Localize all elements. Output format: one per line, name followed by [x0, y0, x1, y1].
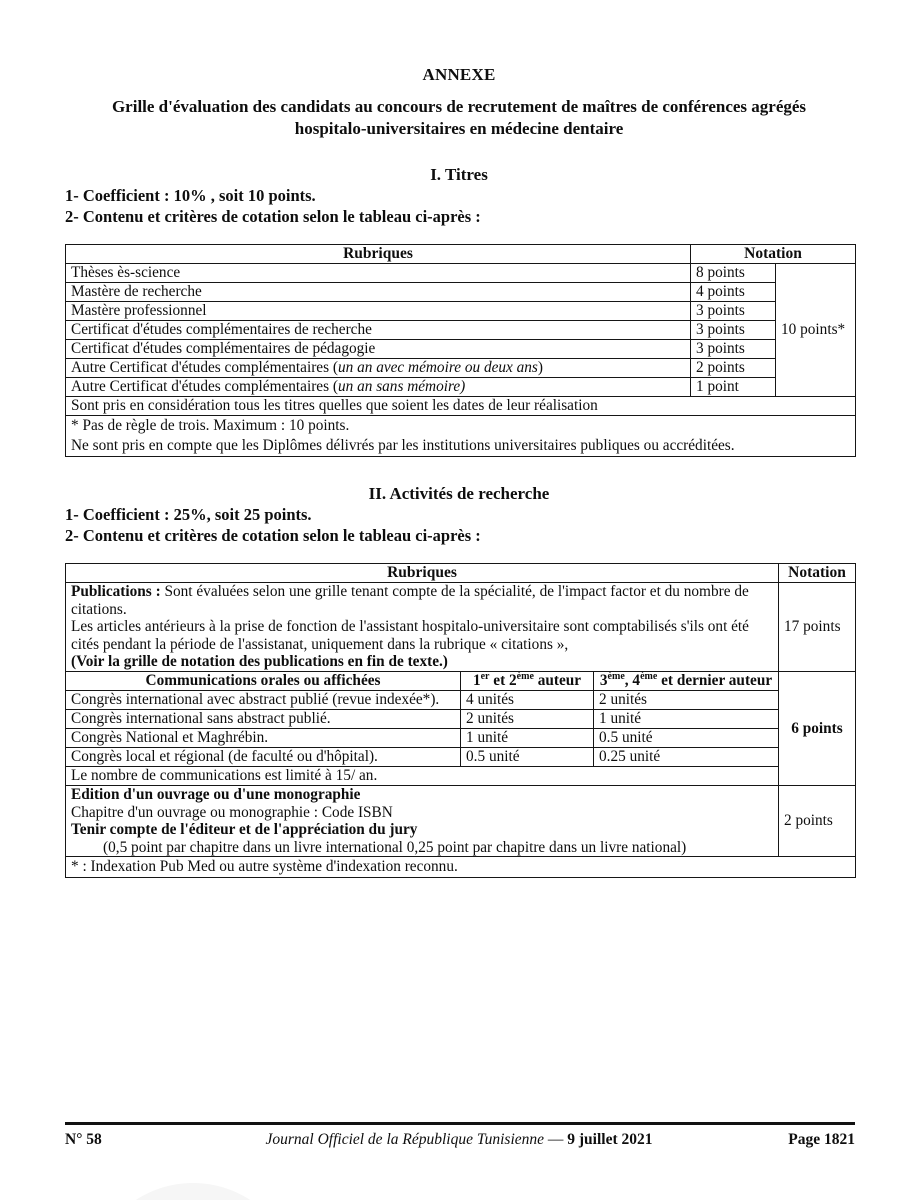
- edition-row: [66, 786, 856, 857]
- footer-page-number: Page 1821: [788, 1131, 855, 1148]
- publications-lead: Publications :: [71, 583, 165, 601]
- section-ii-content-line: 2- Contenu et critères de cotation selon le tableau ci-après :: [65, 526, 481, 545]
- titles-table-header-row: [66, 245, 856, 264]
- table-row: [66, 340, 856, 359]
- unit-cell: 0.5 unité: [594, 729, 779, 748]
- points-cell: 3 points: [691, 321, 776, 340]
- footnote-line2: Ne sont pris en compte que les Diplômes délivrés par les institutions universitaires publiques ou accréditées.: [71, 437, 735, 454]
- notation-header: Notation: [691, 245, 856, 264]
- section-ii-coefficient-line: 1- Coefficient : 25%, soit 25 points.: [65, 505, 312, 524]
- document-title-line2: hospitalo-universitaires en médecine dentaire: [294, 118, 624, 138]
- rubrique-cell: [66, 359, 691, 378]
- rubrique-cell: Mastère de recherche: [66, 283, 691, 302]
- table-row: [66, 321, 856, 340]
- footer-dash: —: [547, 1131, 564, 1148]
- table-row: [66, 378, 856, 397]
- author-col-1-header: 1er et 2ème auteur: [461, 672, 594, 691]
- author-col-2-header: 3ème, 4ème et dernier auteur: [594, 672, 779, 691]
- unit-cell: 2 unités: [461, 710, 594, 729]
- publications-paragraph-3: (Voir la grille de notation des publications en fin de texte.): [71, 653, 448, 671]
- rubrique-text: Autre Certificat d'études complémentaires (: [71, 378, 338, 395]
- publications-body: Sont évaluées selon une grille tenant compte de la spécialité, de l'impact factor et du nombre de citations.: [71, 583, 749, 618]
- note-cell: Sont pris en considération tous les titres quelles que soient les dates de leur réalisation: [66, 397, 856, 416]
- rubrique-italic-text: un an avec mémoire ou deux ans: [337, 359, 538, 376]
- congress-label-cell: Congrès local et régional (de faculté ou d'hôpital).: [66, 748, 461, 767]
- unit-cell: 1 unité: [594, 710, 779, 729]
- points-cell: 4 points: [691, 283, 776, 302]
- points-cell: 3 points: [691, 340, 776, 359]
- footnote-line1: * Pas de règle de trois. Maximum : 10 points.: [71, 417, 350, 434]
- titles-table: [65, 244, 856, 457]
- communications-label: Communications orales ou affichées: [66, 672, 461, 691]
- limit-note-row: [66, 767, 856, 786]
- document-title-line1: Grille d'évaluation des candidats au concours de recrutement de maîtres de conférences agrégés: [111, 97, 807, 116]
- communications-header-row: [66, 672, 856, 691]
- edition-line1: Edition d'un ouvrage ou d'une monographie: [71, 786, 361, 803]
- publications-row: [66, 583, 856, 672]
- congress-label-cell: Congrès National et Maghrébin.: [66, 729, 461, 748]
- rubrique-cell: Certificat d'études complémentaires de recherche: [66, 321, 691, 340]
- unit-cell: 4 unités: [461, 691, 594, 710]
- note-row: [66, 397, 856, 416]
- section-i-coefficient-line: 1- Coefficient : 10% , soit 10 points.: [65, 186, 316, 205]
- indexation-footnote-row: [66, 857, 856, 878]
- unit-cell: 0.5 unité: [461, 748, 594, 767]
- indexation-footnote-cell: * : Indexation Pub Med ou autre système d'indexation reconnu.: [66, 857, 856, 878]
- unit-cell: 2 unités: [594, 691, 779, 710]
- rubrique-cell: Certificat d'études complémentaires de pédagogie: [66, 340, 691, 359]
- edition-points-cell: 2 points: [779, 786, 856, 857]
- footnote-row: [66, 416, 856, 457]
- publications-cell: [66, 583, 779, 672]
- section-i-heading: I. Titres: [430, 165, 488, 184]
- annexe-title: ANNEXE: [422, 65, 496, 84]
- rubrique-cell: Mastère professionnel: [66, 302, 691, 321]
- communications-points-cell: 6 points: [779, 672, 856, 786]
- publications-paragraph-1: [71, 583, 773, 618]
- points-cell: 1 point: [691, 378, 776, 397]
- scan-artifact: [88, 1183, 298, 1200]
- congress-label-cell: Congrès international sans abstract publié.: [66, 710, 461, 729]
- unit-cell: 1 unité: [461, 729, 594, 748]
- points-cell: 2 points: [691, 359, 776, 378]
- publications-paragraph-2: Les articles antérieurs à la prise de fonction de l'assistant hospitalo-universitaire sont comptabilisés s'ils ont été cités pendant la période de l'assistanat, uniquement dans la rubrique « citations »,: [71, 618, 749, 653]
- points-cell: 3 points: [691, 302, 776, 321]
- edition-line3: Tenir compte de l'éditeur et de l'appréciation du jury: [71, 821, 418, 839]
- congress-row: [66, 729, 856, 748]
- rubriques-header: Rubriques: [66, 245, 691, 264]
- rubrique-text: Autre Certificat d'études complémentaires (: [71, 359, 338, 376]
- table-row: [66, 283, 856, 302]
- points-cell: 8 points: [691, 264, 776, 283]
- table-row: [66, 302, 856, 321]
- footer-issue-number: N° 58: [65, 1131, 102, 1148]
- congress-row: [66, 691, 856, 710]
- research-table-header-row: [66, 564, 856, 583]
- table-row: [66, 359, 856, 378]
- rubrique-text: ): [537, 359, 543, 376]
- footer-journal-title: [0, 1131, 918, 1149]
- congress-label-cell: Congrès international avec abstract publié (revue indexée*).: [66, 691, 461, 710]
- notation-header: Notation: [779, 564, 856, 583]
- limit-note-cell: Le nombre de communications est limité à 15/ an.: [66, 767, 779, 786]
- edition-line2: Chapitre d'un ouvrage ou monographie : Code ISBN: [71, 803, 393, 821]
- publications-points-cell: 17 points: [779, 583, 856, 672]
- footnote-cell: [66, 416, 856, 457]
- edition-cell: [66, 786, 779, 857]
- rubrique-cell: Thèses ès-science: [66, 264, 691, 283]
- rubrique-italic-text: un an sans mémoire): [337, 378, 466, 395]
- footer-journal-name: Journal Officiel de la République Tunisienne: [265, 1131, 545, 1148]
- rubriques-header: Rubriques: [66, 564, 779, 583]
- rubrique-cell: [66, 378, 691, 397]
- footer-date: 9 juillet 2021: [567, 1131, 653, 1148]
- footer-rule: [65, 1122, 855, 1125]
- table-row: [66, 264, 856, 283]
- congress-row: [66, 710, 856, 729]
- congress-row: [66, 748, 856, 767]
- research-table: [65, 563, 856, 878]
- unit-cell: 0.25 unité: [594, 748, 779, 767]
- max-points-cell: 10 points*: [776, 264, 856, 397]
- section-i-content-line: 2- Contenu et critères de cotation selon le tableau ci-après :: [65, 207, 481, 226]
- edition-line4: (0,5 point par chapitre dans un livre international 0,25 point par chapitre dans un livre national): [103, 838, 687, 856]
- document-title: [0, 96, 918, 139]
- section-ii-heading: II. Activités de recherche: [368, 484, 550, 503]
